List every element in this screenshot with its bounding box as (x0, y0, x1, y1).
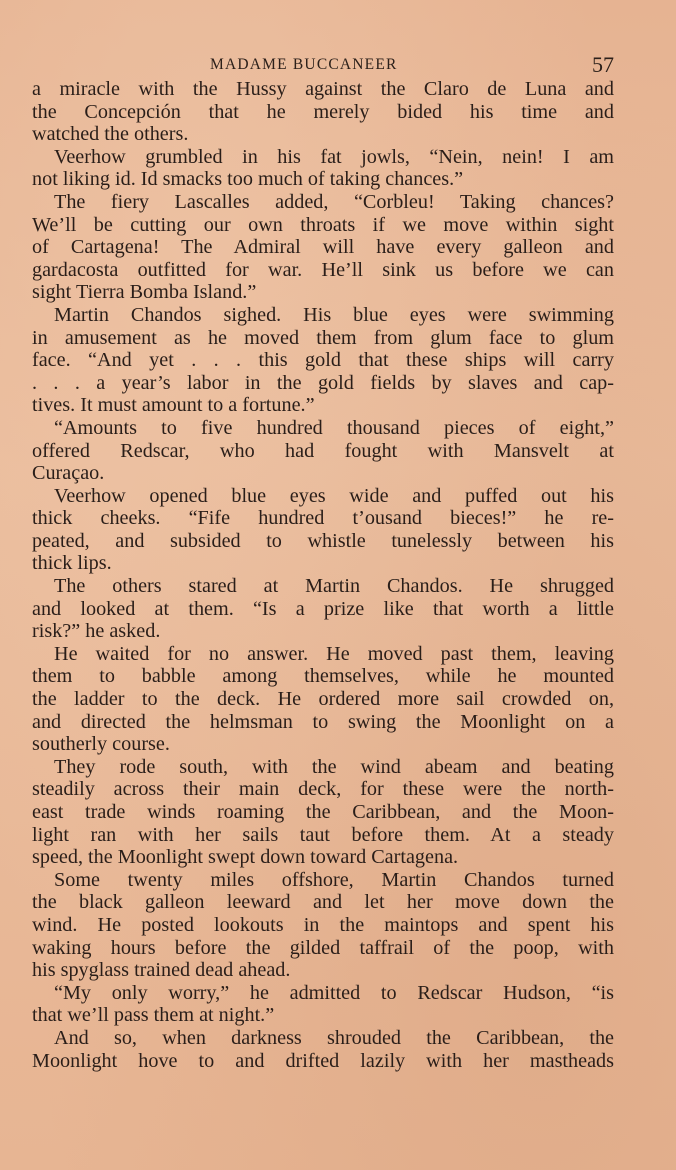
text-line: speed, the Moonlight swept down toward Cartagena. (32, 846, 459, 869)
text-line: Some twenty miles offshore, Martin Chandos turned (54, 868, 614, 891)
text-line: a miracle with the Hussy against the Claro de Luna and (32, 78, 614, 100)
text-line: that we’ll pass them at night.” (32, 1004, 275, 1027)
text-line: They rode south, with the wind abeam and beating (54, 755, 614, 778)
body-text (32, 78, 614, 1072)
text-line: southerly course. (32, 733, 170, 756)
running-title: MADAME BUCCANEER (210, 56, 398, 73)
text-line: in amusement as he moved them from glum face to glum (32, 326, 614, 349)
text-line: The others stared at Martin Chandos. He shrugged (54, 575, 614, 598)
text-line: and looked at them. “Is a prize like that worth a little (32, 597, 614, 620)
text-line: and directed the helmsman to swing the Moonlight on a (32, 710, 614, 733)
page-number: 57 (592, 52, 614, 77)
text-line: The fiery Lascalles added, “Corbleu! Taking chances? (54, 190, 614, 213)
text-line: offered Redscar, who had fought with Mansvelt at (32, 439, 614, 462)
text-line: peated, and subsided to whistle tunelessly between his (32, 529, 614, 552)
text-line: Veerhow grumbled in his fat jowls, “Nein, nein! I am (54, 145, 614, 168)
text-line: wind. He posted lookouts in the maintops and spent his (32, 913, 614, 936)
text-line: “Amounts to five hundred thousand pieces of eight,” (54, 416, 614, 439)
text-line: He waited for no answer. He moved past them, leaving (54, 642, 614, 665)
text-line: of Cartagena! The Admiral will have every galleon and (32, 236, 614, 259)
text-line: not liking id. Id smacks too much of taking chances.” (32, 168, 464, 191)
text-line: Moonlight hove to and drifted lazily with her mastheads (32, 1049, 614, 1072)
text-line: And so, when darkness shrouded the Caribbean, the (54, 1026, 614, 1049)
text-line: thick lips. (32, 552, 112, 575)
text-line: Martin Chandos sighed. His blue eyes were swimming (54, 303, 614, 326)
text-line: “My only worry,” he admitted to Redscar Hudson, “is (54, 981, 614, 1004)
text-line: Curaçao. (32, 462, 105, 485)
text-line: face. “And yet . . . this gold that these ships will carry (32, 349, 614, 372)
text-line: tives. It must amount to a fortune.” (32, 394, 315, 417)
text-line: the ladder to the deck. He ordered more sail crowded on, (32, 688, 614, 711)
text-line: waking hours before the gilded taffrail of the poop, with (32, 936, 614, 959)
text-line: light ran with her sails taut before them. At a steady (32, 823, 614, 846)
text-line: steadily across their main deck, for these were the north- (32, 778, 614, 801)
text-line: thick cheeks. “Fife hundred t’ousand bieces!” he re- (32, 507, 614, 530)
text-line: We’ll be cutting our own throats if we move within sight (32, 213, 614, 236)
running-head (30, 52, 614, 78)
text-line: his spyglass trained dead ahead. (32, 959, 291, 982)
text-line: the Concepción that he merely bided his time and (32, 100, 614, 123)
text-line: gardacosta outfitted for war. He’ll sink us before we can (32, 258, 614, 281)
text-line: . . . a year’s labor in the gold fields by slaves and cap- (32, 371, 614, 394)
text-line: Veerhow opened blue eyes wide and puffed out his (54, 484, 614, 507)
text-line: them to babble among themselves, while he mounted (32, 665, 614, 688)
text-line: east trade winds roaming the Caribbean, and the Moon- (32, 801, 614, 823)
text-line: risk?” he asked. (32, 620, 161, 643)
text-line: sight Tierra Bomba Island.” (32, 281, 257, 304)
text-line: watched the others. (32, 123, 189, 146)
text-line: the black galleon leeward and let her move down the (32, 891, 614, 914)
